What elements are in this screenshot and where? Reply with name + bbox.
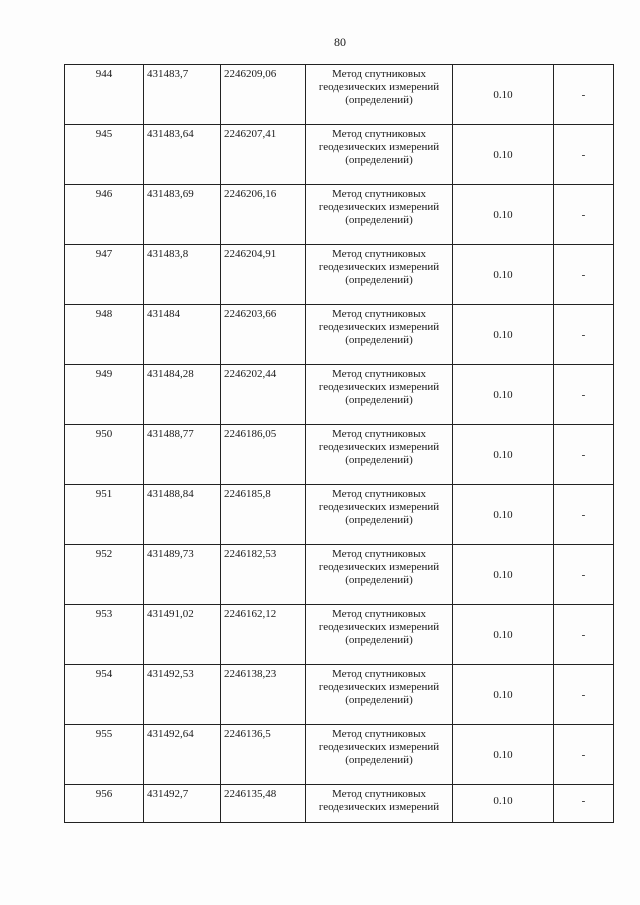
y-coordinate-cell: 2246207,41 — [221, 125, 306, 185]
y-coordinate-cell: 2246206,16 — [221, 185, 306, 245]
accuracy-cell: 0.10 — [453, 185, 554, 245]
method-line: (определений) — [345, 694, 413, 706]
method-cell — [306, 725, 453, 785]
table-row — [65, 665, 614, 725]
coordinates-table-body — [65, 65, 614, 823]
method-line: геодезических измерений — [318, 621, 440, 633]
table-row — [65, 545, 614, 605]
method-cell — [306, 425, 453, 485]
coordinates-table — [64, 64, 614, 823]
method-line: геодезических измерений — [318, 501, 440, 513]
note-cell: - — [554, 185, 614, 245]
note-cell: - — [554, 245, 614, 305]
x-coordinate-cell: 431492,64 — [144, 725, 221, 785]
method-line: (определений) — [345, 574, 413, 586]
y-coordinate-cell: 2246185,8 — [221, 485, 306, 545]
method-line: Метод спутниковых — [332, 428, 426, 440]
method-line: (определений) — [345, 754, 413, 766]
method-line: геодезических измерений — [318, 321, 440, 333]
note-cell: - — [554, 425, 614, 485]
method-cell — [306, 65, 453, 125]
method-line: Метод спутниковых — [332, 608, 426, 620]
x-coordinate-cell: 431483,64 — [144, 125, 221, 185]
note-cell: - — [554, 125, 614, 185]
point-number-cell: 946 — [65, 185, 144, 245]
accuracy-cell: 0.10 — [453, 665, 554, 725]
table-row — [65, 725, 614, 785]
method-cell — [306, 785, 453, 823]
table-row — [65, 425, 614, 485]
method-line: геодезических измерений — [318, 441, 440, 453]
method-line: (определений) — [345, 154, 413, 166]
note-cell: - — [554, 545, 614, 605]
point-number-cell: 953 — [65, 605, 144, 665]
x-coordinate-cell: 431483,8 — [144, 245, 221, 305]
y-coordinate-cell: 2246186,05 — [221, 425, 306, 485]
y-coordinate-cell: 2246204,91 — [221, 245, 306, 305]
method-cell — [306, 545, 453, 605]
accuracy-cell: 0.10 — [453, 365, 554, 425]
accuracy-cell: 0.10 — [453, 725, 554, 785]
table-row — [65, 245, 614, 305]
accuracy-cell: 0.10 — [453, 785, 554, 823]
note-cell: - — [554, 725, 614, 785]
method-line: Метод спутниковых — [332, 308, 426, 320]
method-line: Метод спутниковых — [332, 188, 426, 200]
method-line: (определений) — [345, 94, 413, 106]
method-line: Метод спутниковых — [332, 548, 426, 560]
method-cell — [306, 245, 453, 305]
y-coordinate-cell: 2246135,48 — [221, 785, 306, 823]
method-line: Метод спутниковых — [332, 248, 426, 260]
method-line: Метод спутниковых — [332, 68, 426, 80]
point-number-cell: 952 — [65, 545, 144, 605]
y-coordinate-cell: 2246202,44 — [221, 365, 306, 425]
note-cell: - — [554, 605, 614, 665]
method-line: геодезических измерений — [318, 681, 440, 693]
method-line: Метод спутниковых — [332, 728, 426, 740]
method-cell — [306, 485, 453, 545]
point-number-cell: 944 — [65, 65, 144, 125]
method-cell — [306, 305, 453, 365]
accuracy-cell: 0.10 — [453, 545, 554, 605]
method-line: геодезических измерений — [318, 801, 440, 813]
x-coordinate-cell: 431483,69 — [144, 185, 221, 245]
table-row — [65, 125, 614, 185]
note-cell: - — [554, 665, 614, 725]
accuracy-cell: 0.10 — [453, 245, 554, 305]
method-line: (определений) — [345, 214, 413, 226]
y-coordinate-cell: 2246136,5 — [221, 725, 306, 785]
x-coordinate-cell: 431483,7 — [144, 65, 221, 125]
note-cell: - — [554, 785, 614, 823]
x-coordinate-cell: 431484,28 — [144, 365, 221, 425]
accuracy-cell: 0.10 — [453, 65, 554, 125]
accuracy-cell: 0.10 — [453, 425, 554, 485]
accuracy-cell: 0.10 — [453, 485, 554, 545]
method-line: (определений) — [345, 514, 413, 526]
method-line: геодезических измерений — [318, 141, 440, 153]
point-number-cell: 947 — [65, 245, 144, 305]
method-line: (определений) — [345, 454, 413, 466]
method-line: геодезических измерений — [318, 201, 440, 213]
y-coordinate-cell: 2246203,66 — [221, 305, 306, 365]
method-line: Метод спутниковых — [332, 788, 426, 800]
method-line: Метод спутниковых — [332, 368, 426, 380]
y-coordinate-cell: 2246182,53 — [221, 545, 306, 605]
point-number-cell: 954 — [65, 665, 144, 725]
table-row — [65, 485, 614, 545]
x-coordinate-cell: 431491,02 — [144, 605, 221, 665]
method-cell — [306, 605, 453, 665]
x-coordinate-cell: 431492,53 — [144, 665, 221, 725]
method-line: геодезических измерений — [318, 81, 440, 93]
note-cell: - — [554, 305, 614, 365]
method-line: Метод спутниковых — [332, 488, 426, 500]
note-cell: - — [554, 365, 614, 425]
point-number-cell: 950 — [65, 425, 144, 485]
accuracy-cell: 0.10 — [453, 305, 554, 365]
x-coordinate-cell: 431488,77 — [144, 425, 221, 485]
method-cell — [306, 125, 453, 185]
method-line: геодезических измерений — [318, 381, 440, 393]
accuracy-cell: 0.10 — [453, 125, 554, 185]
method-line: Метод спутниковых — [332, 668, 426, 680]
method-cell — [306, 185, 453, 245]
method-line: (определений) — [345, 274, 413, 286]
point-number-cell: 948 — [65, 305, 144, 365]
accuracy-cell: 0.10 — [453, 605, 554, 665]
method-line: (определений) — [345, 634, 413, 646]
method-line: геодезических измерений — [318, 261, 440, 273]
method-cell — [306, 365, 453, 425]
x-coordinate-cell: 431484 — [144, 305, 221, 365]
method-cell — [306, 665, 453, 725]
point-number-cell: 945 — [65, 125, 144, 185]
note-cell: - — [554, 65, 614, 125]
point-number-cell: 949 — [65, 365, 144, 425]
table-row — [65, 65, 614, 125]
note-cell: - — [554, 485, 614, 545]
x-coordinate-cell: 431488,84 — [144, 485, 221, 545]
method-line: геодезических измерений — [318, 741, 440, 753]
method-line: (определений) — [345, 394, 413, 406]
page-number: 80 — [334, 35, 346, 49]
y-coordinate-cell: 2246162,12 — [221, 605, 306, 665]
x-coordinate-cell: 431492,7 — [144, 785, 221, 823]
point-number-cell: 955 — [65, 725, 144, 785]
table-row — [65, 305, 614, 365]
method-line: геодезических измерений — [318, 561, 440, 573]
table-row — [65, 185, 614, 245]
point-number-cell: 956 — [65, 785, 144, 823]
method-line: Метод спутниковых — [332, 128, 426, 140]
table-row — [65, 605, 614, 665]
y-coordinate-cell: 2246209,06 — [221, 65, 306, 125]
x-coordinate-cell: 431489,73 — [144, 545, 221, 605]
table-row — [65, 785, 614, 823]
y-coordinate-cell: 2246138,23 — [221, 665, 306, 725]
table-row — [65, 365, 614, 425]
point-number-cell: 951 — [65, 485, 144, 545]
method-line: (определений) — [345, 334, 413, 346]
